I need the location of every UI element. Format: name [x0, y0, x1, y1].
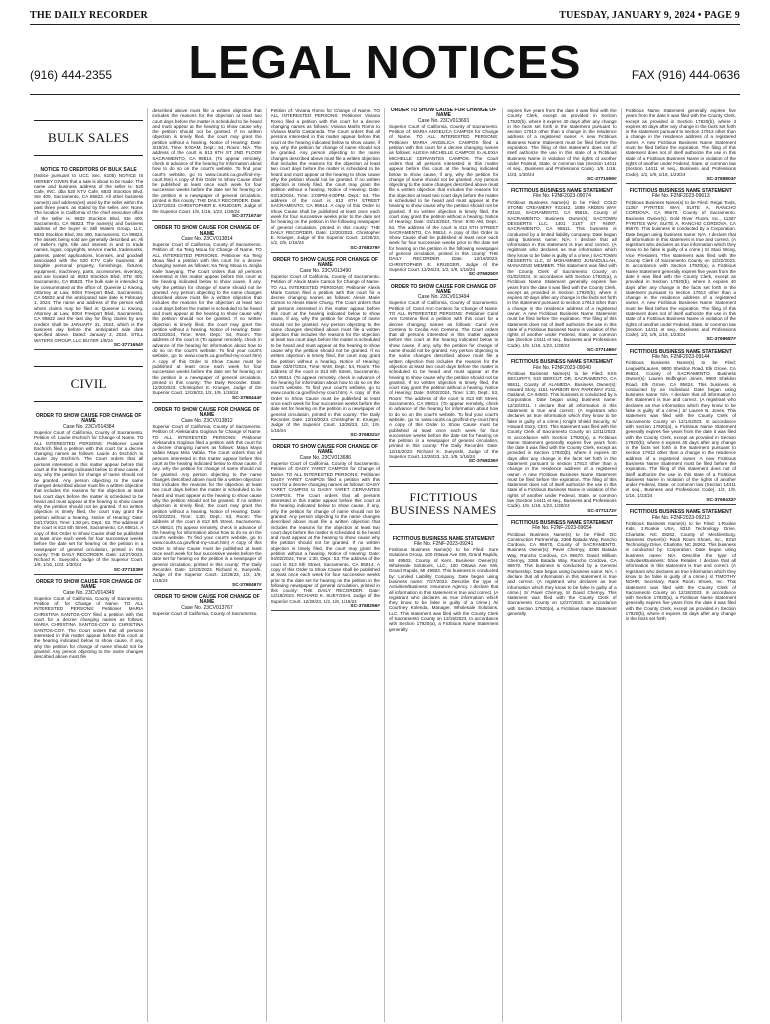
notice-reference-number: SC-3771674#: [152, 214, 261, 221]
section-heading-fbn: FICTITIOUS BUSINESS NAMES: [389, 483, 498, 525]
notice-body-text: described above must file a written objection that includes the reasons for the objection at least two court days before the matter is scheduled to be heard and must appear at the hearing to show cause why the petition should not be granted. If no written objection is timely filed, the court may grant the petition without a hearing. Notice of Hearing: Date: 3/19/24, Time: 9:00AM, Dept.: 54, Room: N/A. The address of the court is 813 6TH ST 2ND FLOOR SACRAMENTO, CA 95814. (To appear remotely, check in advance of the hearing for information about how to do so on the court's website. To find your court's website, go to www.courts.ca.gov/find-my-court.htm) A copy of this Order to Show Cause shall be published at least once each week for four successive weeks before the date set for hearing on the petition in a newspaper of general circulation, printed in this county: THE DAILY RECORDER. Date: 12/27/2023. CHRISTOPHER E. KRUEGER, Judge of the Superior Court. 1/9, 1/16, 1/23, 1/30/24: [152, 108, 262, 214]
notice-reference-number: SC-3768321#: [271, 433, 380, 440]
notice-case-number: File No. F2NF2023-09613: [651, 193, 710, 200]
notice-heading: ORDER TO SHOW CAUSE FOR CHANGE OF NAME: [390, 108, 497, 119]
notice-case-number: File No. F2NF2023-09040: [533, 364, 591, 371]
notice-heading: ORDER TO SHOW CAUSE FOR CHANGE OF NAME: [35, 579, 142, 591]
column-3: [267, 108, 385, 1022]
notice-case-number: Case No. 23CV013494: [417, 294, 470, 301]
notice-reference-number: SC-3769687#: [626, 337, 736, 344]
notice-body-text: Fictitious Business Name(s) to be Filed: Regal Tools, 11367 PYRITES WAY, SUITE A, RANCHO CORDOVA, CA 95670, County of Sacramento. Business Owner(s): Gold River Floors, Inc., 11367 PYRITES WAY, SUITE A, RANCHO CORDOVA, CA 95670. This business is conducted by a Corporation. Date began using business name: N/A. I declare that all information in this statement is true and correct. (A registrant who declares as true information which they know to be false is guilty of a crime.) S/ Staci Wong, Vice President. This statement was filed with the County Clerk of Sacramento County on 12/22/2023. In accordance with Section 17920(a), a Fictitious Name Statement generally expires five years from the date it was filed with the County Clerk, except as provided in Section 17920(b), where it expires 40 days after any change in the facts set forth in the statement pursuant to section 17913 other than a change in the residence address of a registered owner. A new Fictitious Business Name Statement must be filed before the expiration. The filing of this statement does not of itself authorize the use in this state of a Fictitious Business Name in violation of the rights of another under Federal, State, or common law (Section 14411 et seq., Business and Professions Code). 1/2, 1/9, 1/16, 1/23/24: [625, 199, 736, 338]
notice-reference-number: SC-3768250#: [389, 272, 498, 279]
notice-reference-number: SC-3771039#: [34, 568, 143, 575]
notice-reference-number: SC-3771466#: [507, 348, 616, 355]
column-1: [30, 108, 148, 1022]
notice-body-text: Fictitious Business Name(s) to be Filed: LeapwithLauren, 9800 Sheldon Road, Elk Grove, CA 95624, County of SACRAMENTO. Business Owner(s): Lauren Buffington Jones, 9800 Sheldon Road, Elk Grove, CA 95624. This business is conducted by an Individual. Date began using business name: N/A. I declare that all information in this statement is true and correct. (A registrant who declares as true information which they know to be false is guilty of a crime.) S/ Lauren B. Jones. This statement was filed with the County Clerk of Sacramento County on 12/14/2023. In accordance with section 17920(a), a Fictitious Name Statement generally expires five years from the date it was filed with the County Clerk, except as provided in Section 17920(b), where it expires 40 days after any change in the facts set forth in the statement pursuant to section 17913 other than a change in the residence address of a registered owner. A new Fictitious Business Name Statement must be filed before the expiration. The filing of this statement does not of itself authorize the use in this state of a Fictitious Business Name in violation of the rights of another under Federal, State, or common law (Section 14411 et seq., Business and Professions Code). 1/2, 1/9, 1/16, 1/23/24: [625, 360, 736, 498]
notice-reference-number: SC-3771172#: [507, 509, 616, 516]
notice-body-text: Fictitious Business Name(s) to be Filed: 1.Rookie Kids, 2.Rookie USA, 8310 Technology Drive, Charlotte, NC 28262, County of Mecklenburg. Business Owner(s): Rack Room Shoes, Inc., 8310 Technology Drive, Charlotte, NC 28262. This business is conducted by: Corporation. Date began using business name: N/A. Describe the type of Activities/Business: Shoe Retailer. I declare that all information in this statement is true and correct. (A registrant who declares as true information which they know to be false is guilty of a crime.) s/ TIMOTHY NOHR, Secretary, Rack Room Shoes, Inc. This statement was filed with the County Clerk of Sacramento County on 12/18/2023. In accordance with Section 17920(a), a Fictitious Name Statement generally expires five years from the date it was filed with the County Clerk, except as provided in Section 17920(b), where it expires 40 days after any change in the facts set forth: [625, 520, 736, 622]
notice-reference-number: SC-3771509#: [507, 177, 616, 184]
notice-body-text: Fictitious Business Name(s) to be Filed: Sure Solutions Group, 100 Ottawa Ave SW, Grand Rapids, MI 49503, County of Kent. Business Owner(s): Wholesale Solutions, LLC, 100 Ottawa Ave SW, Grand Rapids, MI 49503. This business is conducted by: Limited Liability Company. Date began using business name: 7/27/2022. Describe the type of Activities/Business: Insurance Agency. I declare that all information in this statement is true and correct. (A registrant who declares as true information which they know to be false is guilty of a crime.) /s/ Courtney Kolenda, Manager, Wholesale Solutions, LLC. This statement was filed with the County Clerk of Sacramento County on 12/19/2023. In accordance with Section 17920(a), a Fictitious Name Statement generally: [388, 547, 499, 632]
notice-reference-number: SC-3769432#: [626, 498, 736, 505]
notice-body-text: Superior Court of California, County of Sacramento. Petition of: Ka Teng Moua for Change of Name. TO ALL INTERESTED PERSONS: Petitioner Ka Teng Moua filed a petition with this court for a decree changing names as follows: Ka Teng Moua to Jonjila Kaile Saeyang. The Court orders that all persons interested in this matter appear before this court at the hearing indicated below to show cause, if any, why the petition for change of name should not be granted. Any person objecting to the name changes described above must file a written objection that includes the reasons for the objection at least two court days before the matter is scheduled to be heard and must appear at the hearing to show cause why the petition should not be granted. If no written objection is timely filed, the court may grant the petition without a hearing. Notice of Hearing: Date: 03/13/2024, Time: 9AM, Dept.: 54, Room: The address of the court is (To appear remotely, check in advance of the hearing for information about how to do so on the court's website. To find your court's website, go to www.courts.ca.gov/find-my-court.htm) A copy of this Order to Show Cause must be published at least once each week for four successive weeks before the date set for hearing on the petition in a newspaper of general circulation, printed in this county: The Daily Recorder. Date: 12/20/2023. Christopher E. Krueger, Judge of the Superior Court. 12/26/23, 1/2, 1/9, 1/16/24: [152, 242, 262, 396]
notice-body-text: Fictitious Name Statement generally expires five years from the date it was filed with the County Clerk, except as provided in Section 17920(b), where it expires 40 days after any change in the facts set forth in the statement pursuant to section 17913 other than a change in the residence address of a registered owner. A new Fictitious Business Name Statement must be filed before the expiration. The filing of this statement does not of itself authorize the use in this state of a Fictitious Business Name in violation of the rights of another under Federal, State, or common law (Section 14411 et seq., Business and Professions Code). 1/2, 1/9, 1/16, 1/23/24: [625, 108, 736, 177]
notice-case-number: File No. F2NF2023-09144: [651, 354, 710, 361]
notice-body-text: expires five years from the date it was filed with the County Clerk, except as provided in Section 17920(b), where it expires 40 days after any change in the facts set forth in the statement pursuant to section 17913 other than a change in the residence address of a registered owner. A new Fictitious Business Name Statement must be filed before the expiration. The filing of this statement does not of itself authorize the use in this state of a Fictitious Business Name in violation of the rights of another under Federal, State, or common law (Section 14411 et seq., Business and Professions Code). 1/9, 1/16, 1/23, 1/30/24: [507, 108, 617, 177]
notice-reference-number: SC-3768379#: [271, 246, 380, 253]
notice-case-number: Case No. 23CV013814: [181, 235, 233, 242]
notice-body-text: Petition of: Viviana Romo for Change of Name. TO ALL INTERESTED PERSONS: Petitioner Viviana Romo filed a petition with this court for a decree changing names as follows: Viviana Marlin Romo to Viviana Marlin Castaneda. The Court orders that all persons interested in this matter appear before this court at the hearing indicated below to show cause, if any, why the petition for change of name should not be granted. Any person objecting to the name changes described above must file a written objection that includes the reasons for the objection at least two court days before the matter is scheduled to be heard and must appear at the hearing to show cause why the petition should not be granted. If no written objection is timely filed, the court may grant the petition without a hearing. Notice of Hearing: Date: 03/13/2024, Time: 2:00PM-4:00PM, Dept.: 54. The address of the court is 813 6TH STREET SACRAMENTO, CA 95814. A copy of this Order to Show Cause shall be published at least once each week for four successive weeks prior to the date set for hearing on the petition in the following newspaper of general circulation, printed in this county: THE DAILY RECORDER. Date: 12/20/2023. Christopher E. Krueger, Judge of the Superior Court. 12/26/23, 1/2, 1/9, 1/16/24: [270, 108, 380, 246]
notice-body-text: Fictitious Business Name(s) to be Filed: DC Construction Partnership, 3368 Batada Way, Rancho Cordova, CA 95670, County of SACRAMENTO. Business Owner(s): Pavel Chernyy, 3368 Batada Way, Rancho Cordova, CA 95670. David William Chernyy, 3368 Batada Way, Rancho Cordova, CA 95670. This business is conducted by a General Partnership. Date began using business name: N/A. I declare that all information in this statement is true and correct. (A registrant who declares as true information which they know to be false is guilty of a crime.) S/ Pavel Chernyy, S/ David Chernyy. This statement was filed with the County Clerk of Sacramento County on 12/27/2023. In accordance with Section 17920(a), a Fictitious Name Statement generally: [507, 531, 617, 617]
notice-heading: FICTITIOUS BUSINESS NAME STATEMENT: [510, 359, 613, 366]
notice-heading: ORDER TO SHOW CAUSE FOR CHANGE OF NAME: [390, 283, 497, 295]
notice-body-text: Superior Court of California, County of Sacramento.: [152, 611, 258, 617]
header-rule: [30, 94, 740, 95]
notice-body-text: Superior Court of California, County of Sacramento. Petition of: DAISY YARET CAMPOS for Change of Name. TO ALL INTERESTED PERSONS: Petitioner DAISY YARET CAMPOS filed a petition with this court for a decree changing names as follows: DAISY YARET CAMPOS to DAISY YARET CERVANTES CAMPOS. The Court orders that all persons interested in this matter appear before this court at the hearing indicated below to show cause, if any, why the petition for change of name should not be granted. Any person objecting to the name changes described above must file a written objection that includes the reasons for the objection at least two court days before the matter is scheduled to be heard and must appear at the hearing to show cause why the petition should not be granted. If no written objection is timely filed, the court may grant the petition without a hearing. Notice of Hearing: Date: 04/02/2024, Time: 1:30, Dept.: 53. The address of the court is 813 6th Street, Sacramento, CA 95814. A copy of this Order to Show Cause shall be published at least once each week for four successive weeks prior to the date set for hearing on the petition in the following newspaper of general circulation, printed in this county: THE DAILY RECORDER. Date: 12/18/2023. RICHARD K. SUEYOSHI, Judge of the Superior Court. 12/26/23, 1/2, 1/9, 1/16/24: [270, 461, 380, 604]
notice-heading: FICTITIOUS BUSINESS NAME STATEMENT: [392, 535, 495, 542]
page-title: LEGAL NOTICES: [188, 36, 582, 88]
notice-reference-number: SC-3768236#: [389, 459, 498, 466]
notice-heading: FICTITIOUS BUSINESS NAME STATEMENT: [629, 348, 732, 355]
notice-case-number: Case No. 23CV014384: [62, 423, 115, 430]
notice-heading: ORDER TO SHOW CAUSE FOR CHANGE OF NAME: [154, 594, 260, 606]
notice-case-number: File No. F2NF2023-09074: [533, 193, 591, 200]
notice-body-text: Superior Court of California, County of Sacramento. Petition of: Carol Ann Centeno for Change of Name. TO ALL INTERESTED PERSONS: Petitioner Carol Ann Centeno filed a petition with this court for a decree changing names as follows: Carol Ann Centeno to Cecilia Ann Centeno. The Court orders that all persons interested in this matter appear before this court at the hearing indicated below to show cause, if any, why the petition for change of name should not be granted. Any person objecting to the name changes described above must file a written objection that includes the reasons for the objection at least two court days before the matter is scheduled to be heard and must appear at the hearing to show cause why the petition should not be granted. If no written objection is timely filed, the court may grant the petition without a hearing. Notice of Hearing: Date: 04/02/2024, Time: 1:30, Dept.: 53, Room: The address of the court is 813 6th Street, Sacramento, CA 95814. (To appear remotely, check in advance of the hearing for information about how to do so on the court's website. To find your court's website, go to www.courts.ca.gov/find-my-court.htm) A copy of this Order to Show Cause must be published at least once each week for four successive weeks before the date set for hearing on the petition in a newspaper of general circulation, printed in this county: The Daily Recorder. Date: 12/15/2023. Richard K. Sueyoshi, Judge of the Superior Court. 12/26/23, 1/2, 1/9, 1/16/24: [388, 300, 499, 459]
notice-body-text: Superior Court of California, County of Sacramento. Petition of: Aleksandra Goglova for Change of Name. TO ALL INTERESTED PERSONS: Petitioner Aleksandra Goglova filed a petition with this court for a decree changing names as follows: Maya Maya Vafalo Maya Mira Vafala. The Court orders that all persons interested in this matter appear before this court at the hearing indicated below to show cause, if any, why the petition for change of name should not be granted. Any person objecting to the name changes described above must file a written objection that includes the reasons for the objection at least two court days before the matter is scheduled to be heard and must appear at the hearing to show cause why the petition should not be granted. If no written objection is timely filed, the court may grant the petition without a hearing. Notice of Hearing: Date: 04/10/2024, Time: 1:30, Dept.: 53, Room: The address of the court is 813 6th Street, Sacramento, CA 95814. (To appear remotely, check in advance of the hearing for information about how to do so on the court's website. To find your court's website, go to www.courts.ca.gov/find-my-court.htm) A copy of this Order to Show Cause must be published at least once each week for four successive weeks before the date set for hearing on the petition in a newspaper of general circulation, printed in this county: The Daily Recorder. Date: 12/20/2023. Richard K. Sueyoshi, Judge of the Superior Court. 12/26/23, 1/2, 1/9, 1/16/24: [152, 423, 262, 583]
dateline: TUESDAY, JANUARY 9, 2024 • PAGE 9: [559, 10, 740, 21]
column-5: [503, 108, 621, 1022]
masthead: [30, 0, 740, 88]
notice-reference-number: SC-3769803#: [626, 177, 736, 184]
phone-number: (916) 444-2355: [30, 68, 113, 82]
notice-heading: FICTITIOUS BUSINESS NAME STATEMENT: [629, 188, 732, 195]
notice-case-number: File No. F2NF-2023-09654: [532, 525, 592, 532]
notice-reference-number: SC-3768444#: [152, 396, 261, 403]
notice-body-text: (Notice pursuant to UCC Sec. 6105) NOTICE IS HEREBY GIVEN that a sale is about to be made. The name and business address of the seller is: 520 Cafe, INC. dba 520 KTV Cafe, 6833 Stockton Blvd, Ste 400, Sacramento, CA 95823. All other business name(s) and address(es) used by the seller within the past three years, as stated by the seller, are: None. The location in California of the chief executive office of the seller is: 6833 Stockton Blvd, Ste 400, Sacramento, CA 95823. The name(s) and business address of the buyer is: Still Waters Group, LLC, 6833 Stockton Blvd, Ste 400, Sacramento, CA 95823. The assets being sold are generally described as: All of Seller's right, title and interest in and to trade names, logos, copyrights, service marks, trademarks, patents, patent applications, licenses, and goodwill associated with the 520 KTV Cafe business, all tangible personal property, furnishings, fixtures, equipment, machinery, parts, accessories, inventory, and are located at: 6833 Stockton Blvd, STE 400, Sacramento, CA 95823. The bulk sale is intended to be consummated at the office of: Queenie Li Kwong, Attorney at Law, 6004 Freeport Blvd, Sacramento, CA 95822 and the anticipated sale date is February 1, 2024. The name and address of the person with whom claims may be filed is: Queenie Li Kwong, Attorney at Law, 6004 Freeport Blvd, Sacramento, CA 95822 and the last day for filing claims by any creditor shall be JANUARY 31, 2024, which is the business day before the anticipated sale date specified above. Dated: January 2, 2024. STILL WATERS GROUP, LLC BUYER 1/9/24: [34, 173, 144, 343]
notice-heading: ORDER TO SHOW CAUSE FOR CHANGE OF NAME: [272, 257, 379, 269]
notice-heading: ORDER TO SHOW CAUSE FOR CHANGE OF NAME: [272, 444, 379, 456]
notice-body-text: Fictitious Business Name(s) to be Filed: COLD STONE CREAMERY #22442, 1689 ARDEN WAY #2118, SACRAMENTO, CA 95815, County of SACRAMENTO. Business Owner(s): SACTOWN DESSERTS LLC, 1401 21ST ST #4097, SACRAMENTO, CA 95811. This business is conducted by a limited liability company. Date began using business name: N/A. I declare that all information in this statement is true and correct. (A registrant who declares as true information which they know to be false is guilty of a crime.) SACTOWN DESSERTS LLC, S/ MOHAMMED JUNAIDULLAH, MANAGING MEMBER. This statement was filed with the County Clerk of Sacramento County on 01/02/2024. In accordance with Section 17920(a), a Fictitious Name Statement generally expires five years from the date it was filed with the County Clerk, except as provided in Section 17920(b), where it expires 40 days after any change in the facts set forth in the statement pursuant to section 17913 other than a change in the residence address of a registered owner. A new Fictitious Business Name Statement must be filed before the expiration. The filing of this statement does not of itself authorize the use in this state of a Fictitious Business Name in violation of the rights of another under Federal, State, or common law (Section 14411 et seq., Business and Professions Code). 1/9, 1/16, 1/23, 1/30/24: [507, 199, 617, 348]
notice-case-number: Case No. 23CV013767: [181, 604, 233, 611]
column-4: [385, 108, 503, 1022]
notice-heading: ORDER TO SHOW CAUSE FOR CHANGE OF NAME: [154, 225, 260, 237]
notice-heading: NOTICE TO CREDITORS OF BULK SALE: [40, 167, 137, 173]
column-6: [622, 108, 740, 1022]
notice-case-number: Case No. 23CV013490: [299, 267, 352, 274]
notice-reference-number: SC-3768256#: [271, 604, 380, 611]
notice-reference-number: SC-3771654#: [34, 343, 143, 350]
notice-heading: FICTITIOUS BUSINESS NAME STATEMENT: [510, 519, 613, 526]
section-heading-bulk-sales: BULK SALES: [34, 120, 143, 156]
section-heading-civil: CIVIL: [34, 366, 143, 402]
notice-case-number: Case No. 23CV013686: [299, 454, 352, 461]
notice-columns: [30, 108, 740, 1022]
notice-case-number: Case No. 23CV013812: [181, 417, 233, 424]
newspaper-name: THE DAILY RECORDER: [30, 10, 148, 21]
notice-case-number: Case No. 23CV013691: [417, 117, 470, 124]
notice-heading: ORDER TO SHOW CAUSE FOR CHANGE OF NAME: [35, 413, 142, 425]
fax-number: FAX (916) 444-0636: [631, 68, 740, 82]
notice-body-text: Superior Court of California, County of Sacramento. Petition of: MARIA ANGELICA CAMPOS for Change of Name. TO ALL INTERESTED PERSONS: Petitioner MARIA ANGELICA CAMPOS filed a petition with this court for a decree changing names as follows: ALEXIA MICHELLE CAMPOS to ALEXIA MICHELLE CERVANTES CAMPOS. The Court orders that all persons interested in this matter appear before this court at the hearing indicated below to show cause, if any, why the petition for change of name should not be granted. Any person objecting to the name changes described above must file a written objection that includes the reasons for the objection at least two court days before the matter is scheduled to be heard and must appear at the hearing to show cause why the petition should not be granted. If no written objection is timely filed, the court may grant the petition without a hearing. Notice of Hearing: Date: 03/13/2024, Time: 9:00 AM, Dept.: 54. The address of the court is 813 6TH STREET SACRAMENTO, CA 95814. A copy of this Order to Show Cause shall be published at least once each week for four successive weeks prior to the date set for hearing on the petition in the following newspaper of general circulation, printed in this county: THE DAILY RECORDER. Date: 12/19/2023. CHRISTOPHER E. KRUEGER, Judge of the Superior Court. 12/26/23, 1/2, 1/9, 1/16/24: [388, 123, 499, 272]
notice-heading: FICTITIOUS BUSINESS NAME STATEMENT: [510, 188, 613, 195]
notice-reference-number: SC-3768497#: [152, 583, 261, 590]
notice-body-text: Fictitious Business Name(s) to be Filed: KSS SECURITY, 510 BERCUT DR, SACRAMENTO, CA 95811, County of ALAMEDA. Business Owner(s): Howard Story, 1151 HARBOR BAY PARKWAY #141, Oakland, CA 94502. This business is conducted by a Corporation. Date began using business name: 12/10/2011. I declare that all information in this statement is true and correct. (A registrant who declares as true information which they know to be false is guilty of a crime.) Knight Shield Security, S/ Howard Story, CEO. This statement was filed with the County Clerk of Sacramento County on 12/11/2023. In accordance with Section 17920(a), a Fictitious Name Statement generally expires five years from the date it was filed with the County Clerk, except as provided in Section 17920(b), where it expires 40 days after any change in the facts set forth in the statement pursuant to section 17913 other than a change in the residence address of a registered owner. A new Fictitious Business Name Statement must be filed before the expiration. The filing of this statement does not of itself authorize the use in this state of a Fictitious Business Name in violation of the rights of another under Federal, State, or common law (Section 14411 et seq., Business and Professions Code). 1/9, 1/16, 1/23, 1/30/24: [507, 370, 617, 509]
notice-body-text: Superior Court of California, County of Sacramento. Petition of: for Change of Name. TO ALL INTERESTED PERSONS: Petitioner MARIA CHRISTINA SANTOS-COY filed a petition with this court for a decree changing names as follows: MARIA CHRISTINA SANTOS-COY to CHRISTINA SANTOS-COY. The Court orders that all persons interested in this matter appear before this court at the hearing indicated below to show cause, if any, why the petition for change of name should not be granted. Any person objecting to the name changes described above must file: [34, 595, 144, 660]
masthead-top-bar: [30, 0, 740, 25]
notice-body-text: Superior Court of California, County of Sacramento. Petition of: Alexis Marie Carson for Change of Name. TO ALL INTERESTED PERSONS: Petitioner Alexis Marie Carson filed a petition with this court for a decree changing names as follows: Alexis Marie Carson to Alexis Marie Chung. The Court orders that all persons interested in this matter appear before this court at the hearing indicated below to show cause, if any, why the petition for change of name should not be granted. Any person objecting to the name changes described above must file a written objection that includes the reasons for the objection at least two court days before the matter is scheduled to be heard and must appear at the hearing to show cause why the petition should not be granted. If no written objection is timely filed, the court may grant the petition without a hearing. Notice of Hearing: Date: 03/07/2024, Time: 9AM, Dept.: 54, Room: The address of the court is 813 6th Street, Sacramento, CA 95814. (To appear remotely, check in advance of the hearing for information about how to do so on the court's website. To find your court's website, go to www.courts.ca.gov/find-my-court.htm) A copy of this Order to Show Cause must be published at least once each week for four successive weeks before the date set for hearing on the petition in a newspaper of general circulation, printed in this county: The Daily Recorder. Date: 12/18/2023. Christopher E. Krueger, Judge of the Superior Court. 12/26/23, 1/2, 1/9, 1/16/24: [270, 273, 380, 433]
notice-case-number: File No. F2NF2023-09213: [651, 514, 710, 521]
column-2: [148, 108, 266, 1022]
notice-case-number: Case No. 23CV014349: [62, 589, 115, 596]
notice-case-number: File No. F2NF-2023-09241: [413, 540, 474, 547]
notice-heading: ORDER TO SHOW CAUSE FOR CHANGE OF NAME: [154, 407, 260, 419]
notice-heading: FICTITIOUS BUSINESS NAME STATEMENT: [629, 509, 732, 516]
notice-body-text: Superior Court of California, County of Sacramento. Petition of: Laurie Eschrich for Change of Name. TO ALL INTERESTED PERSONS: Petitioner Laurie Eschrich filed a petition with this court for a decree changing names as follows: Laurie Jo Eschrich to Laurie Joy Eschrich. The Court orders that all persons interested in this matter appear before this court at the hearing indicated below to show cause, if any, why the petition for change of name should not be granted. Any person objecting to the name changes described above must file a written objection that includes the reasons for the objection at least two court days before the matter is scheduled to be heard and must appear at the hearing to show cause why the petition should not be granted. If no written objection is timely filed, the court may grant the petition without a hearing. Notice of Hearing: Date: 04/17/2024, Time: 1:30 pm, Dept.: 53. The address of the court is 813 6th Street, Sacramento, CA 95814. A copy of this Order to Show Cause shall be published at least once each week for four successive weeks before the date set for hearing on the petition in a newspaper of general circulation, printed in this county: THE DAILY RECORDER. Date: 12/27/2023. Richard K. Sueyoshi, Judge of the Superior Court. 1/9, 1/16, 1/23, 1/30/24: [34, 429, 144, 568]
